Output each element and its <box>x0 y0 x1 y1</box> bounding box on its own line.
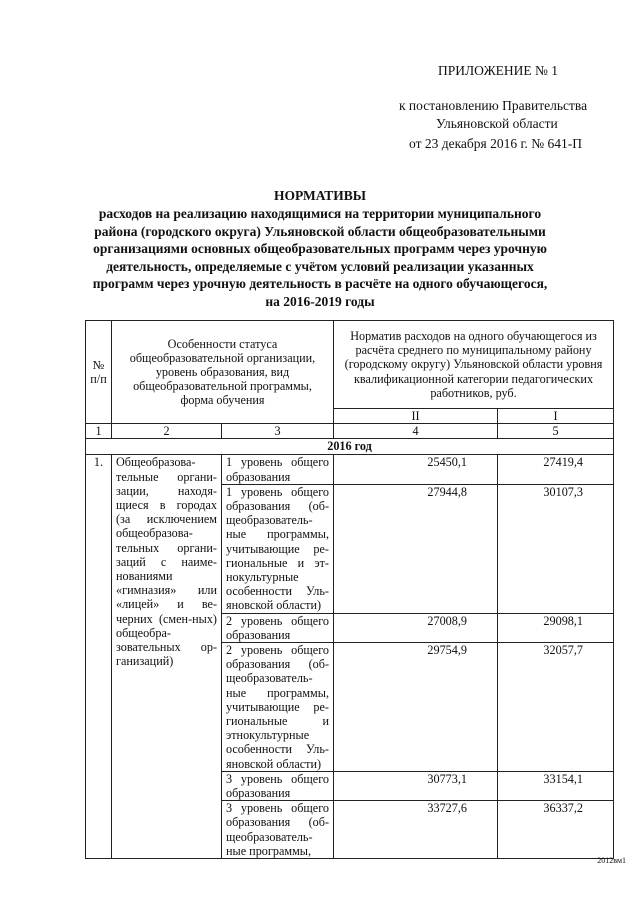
column-number: 1 <box>86 424 112 439</box>
category-ii: II <box>334 409 498 424</box>
column-number: 3 <box>222 424 334 439</box>
norm-cat-i: 30107,3 <box>498 484 614 613</box>
norm-cat-ii: 25450,1 <box>334 455 498 484</box>
year-label: 2016 год <box>86 439 614 455</box>
header-norm: Норматив расходов на одного обучающегося из расчёта среднего по муниципальному району (городскому округу) Ульяновской области уровня квалификационной категории педагогических работников, руб. <box>334 321 614 409</box>
page-footer-code: 2012вм1 <box>597 856 626 865</box>
doc-title-line: организациями основных общеобразовательных программ через урочную <box>93 241 547 256</box>
doc-title-line: деятельность, определяемые с учётом условий реализации указанных <box>106 258 534 274</box>
header-features: Особенности статуса общеобразовательной организации, уровень образования, вид общеобразовательной программы, форма обучения <box>112 321 334 424</box>
table-row <box>86 455 614 484</box>
header-number: № п/п <box>86 321 112 424</box>
norm-cat-ii: 30773,1 <box>334 771 498 800</box>
resolution-line: к постановлению Правительства <box>399 98 588 113</box>
norm-cat-ii: 29754,9 <box>334 643 498 772</box>
column-number-row <box>86 424 614 439</box>
region-line: Ульяновской области <box>436 116 558 131</box>
edu-level: 1 уровень общего образования <box>222 455 334 484</box>
norms-table <box>85 320 614 859</box>
org-type: Общеобразова-тельные органи-зации, находя-щиеся в городах (за исключением общеобразова-тельных органи-заций с наиме-нованиями «гимназия» или «лицей» и ве-черних (смен-ных) общеобра-зовательных ор-ганизаций) <box>112 455 222 859</box>
edu-level: 2 уровень общего образования (об-щеобразователь-ные программы, учитывающие ре-гиональные и этнокультурные особенности Уль-яновской области) <box>222 643 334 772</box>
norm-cat-i: 33154,1 <box>498 771 614 800</box>
doc-title-line: расходов на реализацию находящимися на территории муниципального <box>98 206 542 221</box>
column-number: 4 <box>334 424 498 439</box>
column-number: 5 <box>498 424 614 439</box>
row-number: 1. <box>86 455 112 859</box>
edu-level: 3 уровень общего образования <box>222 771 334 800</box>
norm-cat-i: 27419,4 <box>498 455 614 484</box>
norm-cat-i: 36337,2 <box>498 801 614 859</box>
norm-cat-ii: 27944,8 <box>334 484 498 613</box>
norm-cat-i: 29098,1 <box>498 613 614 642</box>
category-i: I <box>498 409 614 424</box>
doc-title-line: района (городского округа) Ульяновской области общеобразовательными <box>94 223 546 239</box>
norm-cat-ii: 27008,9 <box>334 613 498 642</box>
column-number: 2 <box>112 424 222 439</box>
norm-cat-i: 32057,7 <box>498 643 614 772</box>
edu-level: 3 уровень общего образования (об-щеобразователь-ные программы, <box>222 801 334 859</box>
norm-cat-ii: 33727,6 <box>334 801 498 859</box>
table-header-row <box>86 321 614 409</box>
doc-heading: НОРМАТИВЫ <box>273 188 367 203</box>
doc-title-line: программ через урочную деятельность в расчёте на одного обучающегося, <box>92 276 548 291</box>
doc-title-line: на 2016-2019 годы <box>265 293 375 309</box>
edu-level: 1 уровень общего образования (об-щеобразователь-ные программы, учитывающие ре-гиональные и эт-нокультурные особенности Уль-яновской области) <box>222 484 334 613</box>
date-line: от 23 декабря 2016 г. № 641-П <box>409 136 583 151</box>
edu-level: 2 уровень общего образования <box>222 613 334 642</box>
appendix-label: ПРИЛОЖЕНИЕ № 1 <box>438 63 559 78</box>
year-row <box>86 439 614 455</box>
